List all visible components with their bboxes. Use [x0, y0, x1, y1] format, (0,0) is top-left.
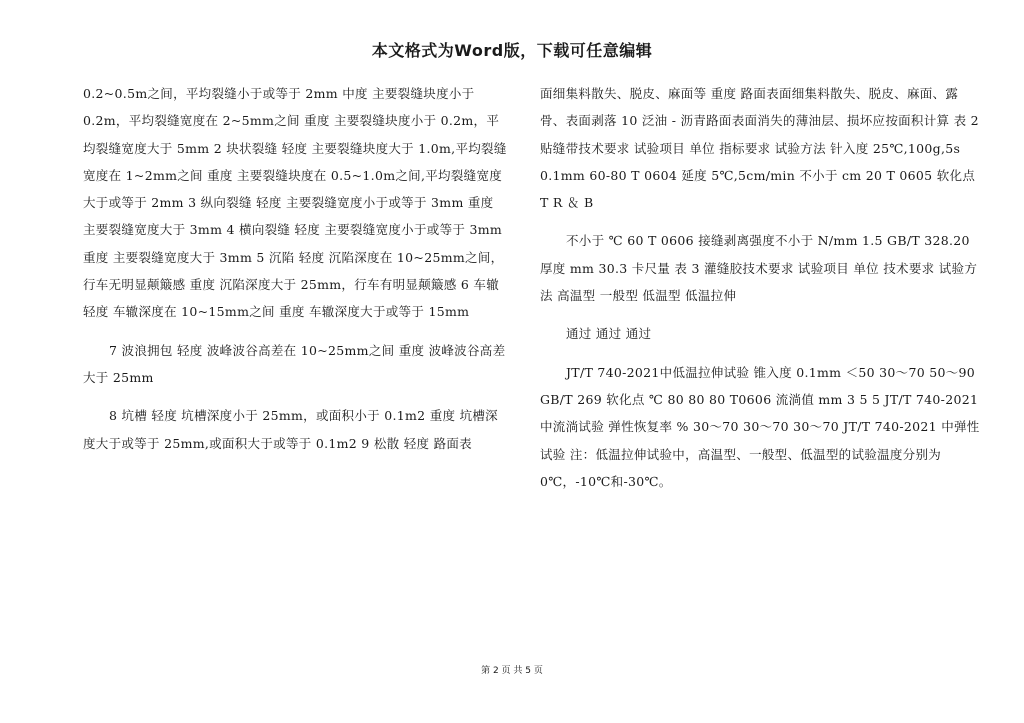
right-paragraph-2: 不小于 ℃ 60 T 0606 接缝剥离强度不小于 N/mm 1.5 GB/T 328.20 厚度 mm 30.3 卡尺量 表 3 灌缝胶技术要求 试验项目 单位 技术要求 试验方法 高温型 一般型 低温型 低温拉伸 [540, 233, 978, 304]
right-text-column [540, 80, 984, 495]
right-paragraph-3: 通过 通过 通过 [566, 326, 652, 342]
left-paragraph-1: 0.2~0.5m之间，平均裂缝小于或等于 2mm 中度 主要裂缝块度小于 0.2m，平均裂缝宽度在 2~5mm之间 重度 主要裂缝块度小于 0.2m，平均裂缝宽度大于 5mm 2 块状裂缝 轻度 主要裂缝块度大于 1.0m,平均裂缝宽度在 1~2mm之间 重度 主要裂缝块度在 0.5~1.0m之间,平均裂缝宽度大于或等于 2mm 3 纵向裂缝 轻度 主要裂缝宽度小于或等于 3mm 重度 主要裂缝宽度大于 3mm 4 横向裂缝 轻度 主要裂缝宽度小于或等于 3mm 重度 主要裂缝宽度大于 3mm 5 沉陷 轻度 沉陷深度在 10~25mm之间，行车无明显颠簸感 重度 沉陷深度大于 25mm，行车有明显颠簸感 6 车辙 轻度 车辙深度在 10~15mm之间 重度 车辙深度大于或等于 15mm [83, 86, 507, 320]
left-paragraph-3: 8 坑槽 轻度 坑槽深度小于 25mm，或面积小于 0.1m2 重度 坑槽深度大于或等于 25mm,或面积大于或等于 0.1m2 9 松散 轻度 路面表 [83, 408, 498, 451]
left-text-column [83, 80, 507, 457]
left-paragraph-2: 7 波浪拥包 轻度 波峰波谷高差在 10~25mm之间 重度 波峰波谷高差大于 25mm [83, 342, 506, 385]
right-paragraph-4: JT/T 740-2021中低温拉伸试验 锥入度 0.1mm ＜50 30～70 50～90 GB/T 269 软化点 ℃ 80 80 80 T0606 流淌值 mm 3 5 5 JT/T 740-2021 中流淌试验 弹性恢复率 % 30～70 30～70 30～70 JT/T 740-2021 中弹性试验 注：低温拉伸试验中，高温型、一般型、低温型的试验温度分别为 0℃，-10℃和-30℃。 [540, 364, 983, 489]
right-paragraph-1: 面细集料散失、脱皮、麻面等 重度 路面表面细集料散失、脱皮、麻面、露骨、表面剥落 10 泛油 - 沥青路面表面消失的薄油层、损坏应按面积计算 表 2 贴缝带技术要求 试验项目 单位 指标要求 试验方法 针入度 25℃,100g,5s 0.1mm 60-80 T 0604 延度 5℃,5cm/min 不小于 cm 20 T 0605 软化点 T R ＆ B [540, 86, 984, 211]
page-footer: 第 2 页 共 5 页 [481, 666, 543, 676]
page-banner: 本文格式为Word版，下载可任意编辑 [371, 41, 653, 60]
